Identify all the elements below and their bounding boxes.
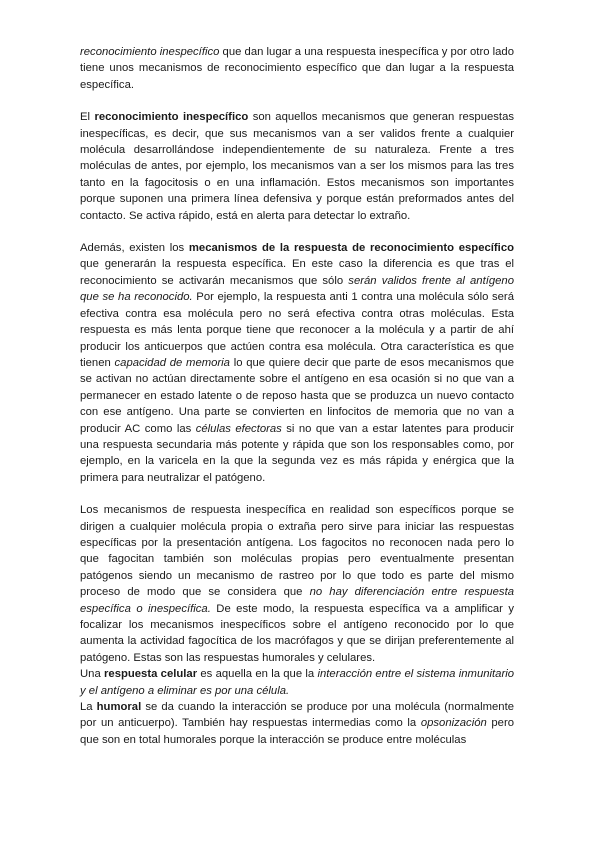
bold-term: respuesta celular xyxy=(104,668,198,681)
text-run: que generarán la respuesta específica. En este caso la diferencia es que tras el reconocimiento se activarán mecanismos que sólo xyxy=(80,258,514,287)
paragraph-6 xyxy=(80,699,514,748)
text-run: si no que van a estar latentes para producir una respuesta secundaria más potente y rápida que son los responsables como, por ejemplo, en la varicela en la que la segunda vez es más rápida y enérgica que la primera para neutralizar el patógeno. xyxy=(80,422,514,484)
italic-term: serán validos frente al antígeno que se ha reconocido. xyxy=(80,274,514,304)
text-run: que dan lugar a una respuesta inespecífica y por otro lado tiene unos mecanismos de reconocimiento específico que dan lugar a la respuesta específica. xyxy=(80,46,514,91)
paragraph-2 xyxy=(80,109,514,224)
text-run: Una xyxy=(80,668,105,681)
text-run: son aquellos mecanismos que generan respuestas inespecíficas, es decir, que sus mecanismos van a ser validos frente a cualquier molécula desarrollándose independientemente de su naturaleza. Frente a tres moléculas de antes, por ejemplo, los mecanismos van a ser los mismos para las tres tanto en la fagocitosis o en una inflamación. Estos mecanismos son importantes porque suponen una primera línea defensiva y porque están preformados antes del contacto. Se activa rápido, está en alerta para detectar lo extraño. xyxy=(80,111,515,222)
text-run: La xyxy=(80,701,97,714)
italic-term: capacidad de memoria xyxy=(114,356,230,369)
italic-term: interacción entre el sistema inmunitario y el antígeno a eliminar es por una célula. xyxy=(80,668,514,697)
italic-term: células efectoras xyxy=(195,422,282,435)
italic-term: opsonización xyxy=(420,717,487,730)
document-page xyxy=(80,44,514,748)
bold-term: reconocimiento inespecífico xyxy=(94,111,249,124)
italic-term: reconocimiento inespecífico xyxy=(80,46,220,58)
text-run: El xyxy=(80,111,95,124)
paragraph-3 xyxy=(80,240,514,486)
text-run: Por ejemplo, la respuesta anti 1 contra una molécula sólo será efectiva contra esa molécula pero no será efectiva contra otras moléculas. Esta respuesta es más lenta porque tiene que reconocer a la molécula y a partir de ahí producir los anticuerpos que actúen contra esa molécula. Otra característica es que tienen xyxy=(80,291,514,369)
paragraph-1 xyxy=(80,44,514,93)
bold-term: humoral xyxy=(96,701,142,714)
text-run: Los mecanismos de respuesta inespecífica en realidad son específicos porque se dirigen a cualquier molécula propia o extraña pero sirve para iniciar las respuestas específicas por la presentación antígena. Los fagocitos no reconocen nada pero lo que fagocitan también son moléculas propias pero eventualmente presentan patógenos siendo un mecanismo de rastreo por lo que todo es parte del mismo proceso de modo que se considera que xyxy=(80,504,514,599)
italic-term: no hay diferenciación entre respuesta específica o inespecífica. xyxy=(80,586,514,615)
paragraph-5 xyxy=(80,666,514,699)
bold-term: mecanismos de la respuesta de reconocimiento específico xyxy=(188,242,514,255)
text-run: pero que son en total humorales porque la interacción se produce entre moléculas xyxy=(80,717,515,746)
text-run: lo que quiere decir que parte de esos mecanismos que se activan no actúan directamente sobre el antígeno en esa ocasión si no que van a permanecer en estado latente o de reposo hasta que se produzca un nuevo contacto con ese antígeno. Una parte se convierten en linfocitos de memoria que no van a producir AC como las xyxy=(80,356,514,435)
paragraph-4 xyxy=(80,502,514,666)
text-run: De este modo, la respuesta específica va a amplificar y focalizar los mecanismos inespecíficos sobre el antígeno reconocido por lo que aumenta la actividad fagocítica de los macrófagos y que se dirijan preferentemente al patógeno. Estas son las respuestas humorales y celulares. xyxy=(80,602,515,664)
text-run: Además, existen los xyxy=(80,242,189,255)
text-run: se da cuando la interacción se produce por una molécula (normalmente por un anticuerpo). También hay respuestas intermedias como la xyxy=(80,701,514,730)
text-run: es aquella en la que la xyxy=(197,668,318,681)
